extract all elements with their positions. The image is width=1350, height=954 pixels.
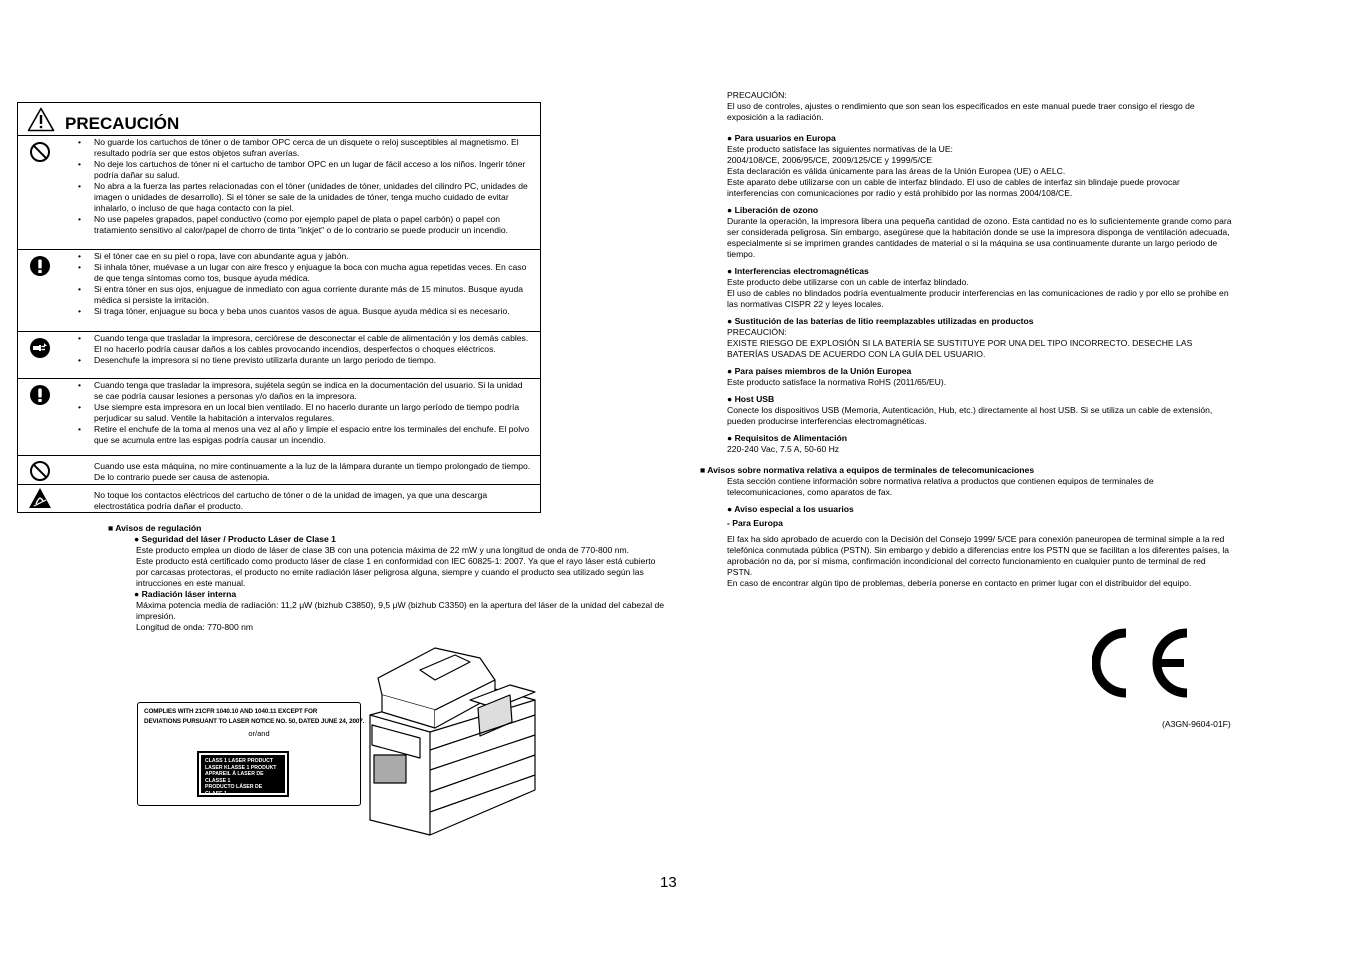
label-text: DEVIATIONS PURSUANT TO LASER NOTICE NO. 50, DATED JUNE 24, 2007.	[144, 718, 365, 725]
paragraph: PRECAUCIÓN:	[727, 327, 787, 337]
caution-item: • Retire el enchufe de la toma al menos una vez al año y limpie el espacio entre los terminales del enchufe. El polvo que se acumula entre las espigas podría causar un incendio.	[62, 424, 532, 446]
paragraph: 220-240 Vac, 7.5 A, 50-60 Hz	[727, 444, 840, 454]
caution-item: • Cuando tenga que trasladar la impresora, cerciórese de desconectar el cable de alimentación y los demás cables. El no hacerlo podría causar daños a los cables provocando incendios, desperfectos o choques eléctricos.	[62, 333, 532, 355]
paragraph: Longitud de onda: 770-800 nm	[136, 622, 254, 632]
label-line: APPAREIL À LASER DE CLASSE 1	[205, 771, 264, 784]
paragraph: El uso de controles, ajustes o rendimiento que son sean los especificados en este manual puede traer consigo el riesgo de exposición a la radiación.	[727, 101, 1195, 122]
right-column	[700, 90, 1232, 589]
paragraph: EXISTE RIESGO DE EXPLOSIÓN SI LA BATERÍA SE SUSTITUYE POR UNA DEL TIPO INCORRECTO. DESECHE LAS BATERÍAS USADAS DE ACUERDO CON LA GUÍA DEL USUARIO.	[727, 338, 1193, 359]
paragraph: En caso de encontrar algún tipo de problemas, debería ponerse en contacto en primer lugar con el distribuidor del equipo.	[727, 578, 1192, 588]
caution-item: • No deje los cartuchos de tóner ni el cartucho de tambor OPC en un lugar de fácil acceso a los niños. Ingerir tóner podría dañar su salud.	[62, 159, 532, 181]
laser-internal-heading: ● Radiación láser interna	[134, 589, 237, 599]
paragraph: 2004/108/CE, 2006/95/CE, 2009/125/CE y 1999/5/CE	[727, 155, 932, 165]
paragraph: Durante la operación, la impresora libera una pequeña cantidad de ozono. Esta cantidad no es lo suficientemente grande como para ser considerada peligrosa. Sin embargo, asegúrese que la habitación donde se use la impresora disponga de ventilación adecuada, especialmente si se imprimen grandes cantidades de material o si la máquina se usa continuamente durante un largo periodo de tiempo.	[727, 216, 1232, 259]
page-number: 13	[660, 874, 677, 891]
mandatory-action-icon	[29, 255, 51, 277]
caution-row	[18, 456, 540, 485]
paragraph: Esta sección contiene información sobre normativa relativa a productos que contienen equipos de terminales de telecomunicaciones, como aparatos de fax.	[727, 476, 1154, 497]
prohibition-icon	[29, 460, 51, 482]
regulation-section	[108, 523, 666, 633]
caution-item: • Cuando tenga que trasladar la impresora, sujétela según se indica en la documentación del usuario. Si la unidad se cae podría causar lesiones a personas y/o daños en la impresora.	[62, 380, 532, 402]
europe-heading: ● Para usuarios en Europa	[727, 133, 836, 143]
power-heading: ● Requisitos de Alimentación	[727, 433, 847, 443]
caution-text: No toque los contactos eléctricos del cartucho de tóner o de la unidad de imagen, ya que una descarga electrostática podría dañar el producto.	[94, 490, 488, 511]
paragraph: Este producto satisface las siguientes normativas de la UE:	[727, 144, 953, 154]
usb-heading: ● Host USB	[727, 394, 775, 404]
caution-item: • Si el tóner cae en su piel o ropa, lave con abundante agua y jabón.	[62, 251, 532, 262]
document-code: (A3GN-9604-01F)	[1162, 719, 1231, 729]
electrostatic-icon	[28, 487, 52, 509]
paragraph: Este producto emplea un diodo de láser de clase 3B con una potencia máxima de 22 mW y una longitud de onda de 770-800 nm.	[136, 545, 630, 555]
label-line: CLASS 1 LASER PRODUCT	[205, 758, 274, 764]
special-heading: ● Aviso especial a los usuarios	[727, 504, 854, 514]
paragraph: Este producto debe utilizarse con un cable de interfaz blindado.	[727, 277, 969, 287]
caution-item: • No guarde los cartuchos de tóner o de tambor OPC cerca de un disquete o reloj susceptibles al magnetismo. El resultado podría ser que estos objetos sufran averías.	[62, 137, 532, 159]
mandatory-action-icon	[29, 384, 51, 406]
warning-triangle-icon	[27, 107, 55, 132]
caution-box	[17, 102, 541, 513]
caution-row	[18, 332, 540, 379]
caution-row	[18, 485, 540, 512]
caution-item: • Use siempre esta impresora en un local bien ventilado. El no hacerlo durante un largo período de tiempo podría perjudicar su salud. Ventile la habitación a intervalos regulares.	[62, 402, 532, 424]
caution-item: • No abra a la fuerza las partes relacionadas con el tóner (unidades de tóner, unidades del cilindro PC, unidades de imagen o unidades de desarrollo). Si el tóner se sale de la unidades de tóner, tenga mucho cuidado de evitar inhalarlo, o incluso de que haga contacto con la piel.	[62, 181, 532, 214]
precaution-label: PRECAUCIÓN:	[727, 90, 787, 100]
paragraph: Este producto está certificado como producto láser de clase 1 en conformidad con IEC 60825-1: 2007. Ya que el rayo láser está cubierto por carcasas protectoras, el producto no emite radiación láser peligrosa alguna, siempre y cuando el producto sea utilizado según las intrucciones en este manual.	[136, 556, 656, 588]
paragraph: Conecte los dispositivos USB (Memoria, Autenticación, Hub, etc.) directamente al host USB. Si se utiliza un cable de extensión, pueden producirse interferencias electromagnéticas.	[727, 405, 1213, 426]
label-line: LASER KLASSE 1 PRODUKT	[205, 764, 277, 771]
label-text: COMPLIES WITH 21CFR 1040.10 AND 1040.11 EXCEPT FOR	[144, 708, 318, 715]
paragraph: Este aparato debe utilizarse con un cable de interfaz blindado. El uso de cables de interfaz sin blindaje puede provocar interferencias con comunicaciones por radio y está prohibido por las normas 2004/108/CE.	[727, 177, 1180, 198]
paragraph: Máxima potencia media de radiación: 11,2 μW (bizhub C3850), 9,5 μW (bizhub C3350) en la apertura del láser de la unidad del cabezal de impresión.	[136, 600, 665, 621]
paragraph: Esta declaración es válida únicamente para las áreas de la Unión Europea (UE) o AELC.	[727, 166, 1066, 176]
paragraph: El fax ha sido aprobado de acuerdo con la Decisión del Consejo 1999/ 5/CE para conexión paneuropea de terminal simple a la red telefónica conmutada pública (PSTN). Sin embargo y debido a diferencias entre los PSTN que se facilitan a los diferentes países, la aprobación no da, por sí misma, confirmación incondicional del correcto funcionamiento en cualquier punto de terminal de red PSTN.	[727, 534, 1230, 577]
ozone-heading: ● Liberación de ozono	[727, 205, 819, 215]
telecom-heading: ■ Avisos sobre normativa relativa a equipos de terminales de telecomunicaciones	[700, 465, 1035, 475]
section-heading: ■ Avisos de regulación	[108, 523, 202, 533]
laser-safety-heading: ● Seguridad del láser / Producto Láser de Clase 1	[134, 534, 336, 544]
unplug-icon	[29, 337, 51, 359]
caution-text: Cuando use esta máquina, no mire continuamente a la luz de la lámpara durante un tiempo prolongado de tiempo. De lo contrario puede ser causa de astenopia.	[94, 461, 531, 482]
eu-heading: ● Para países miembros de la Unión Europea	[727, 366, 912, 376]
emi-heading: ● Interferencias electromagnéticas	[727, 266, 869, 276]
label-or-and: or/and	[248, 729, 270, 738]
caution-row	[18, 136, 540, 250]
battery-heading: ● Sustitución de las baterías de litio reemplazables utilizadas en productos	[727, 316, 1034, 326]
paragraph: El uso de cables no blindados podría eventualmente producir interferencias en las comunicaciones de radio y por ello se prohibe en las normativas CISPR 22 y leyes locales.	[727, 288, 1229, 309]
caution-row	[18, 379, 540, 456]
printer-illustration	[360, 640, 560, 840]
caution-item: • Desenchufe la impresora si no tiene previsto utilizarla durante un largo periodo de tiempo.	[62, 355, 532, 366]
class1-laser-label	[197, 751, 289, 804]
caution-item: • Si entra tóner en sus ojos, enjuague de inmediato con agua corriente durante más de 15 minutos. Busque ayuda médica si persiste la irritación.	[62, 284, 532, 306]
special-subheading: - Para Europa	[727, 518, 783, 528]
caution-title: PRECAUCIÓN	[65, 113, 180, 133]
caution-row	[18, 250, 540, 332]
caution-item: • Si traga tóner, enjuague su boca y beba unos cuantos vasos de agua. Busque ayuda médica si es necesario.	[62, 306, 532, 317]
label-line: 1 등급 레이저 제품	[205, 797, 248, 804]
caution-item: • No use papeles grapados, papel conductivo (como por ejemplo papel de plata o papel carbón) o papel con tratamiento sensitivo al calor/papel de chorro de tinta "inkjet" o de lo contrario se puede producir un incendio.	[62, 214, 532, 236]
paragraph: Este producto satisface la normativa RoHS (2011/65/EU).	[727, 377, 947, 387]
label-line: PRODUCTO LÁSER DE CLASE 1	[205, 784, 263, 797]
prohibition-icon	[29, 141, 51, 163]
caution-header	[18, 103, 540, 136]
ce-mark-logo	[1092, 627, 1194, 699]
laser-label-box	[137, 702, 365, 806]
caution-item: • Si inhala tóner, muévase a un lugar con aire fresco y enjuague la boca con mucha agua repetidas veces. En caso de que tenga síntomas como tos, busque ayuda médica.	[62, 262, 532, 284]
